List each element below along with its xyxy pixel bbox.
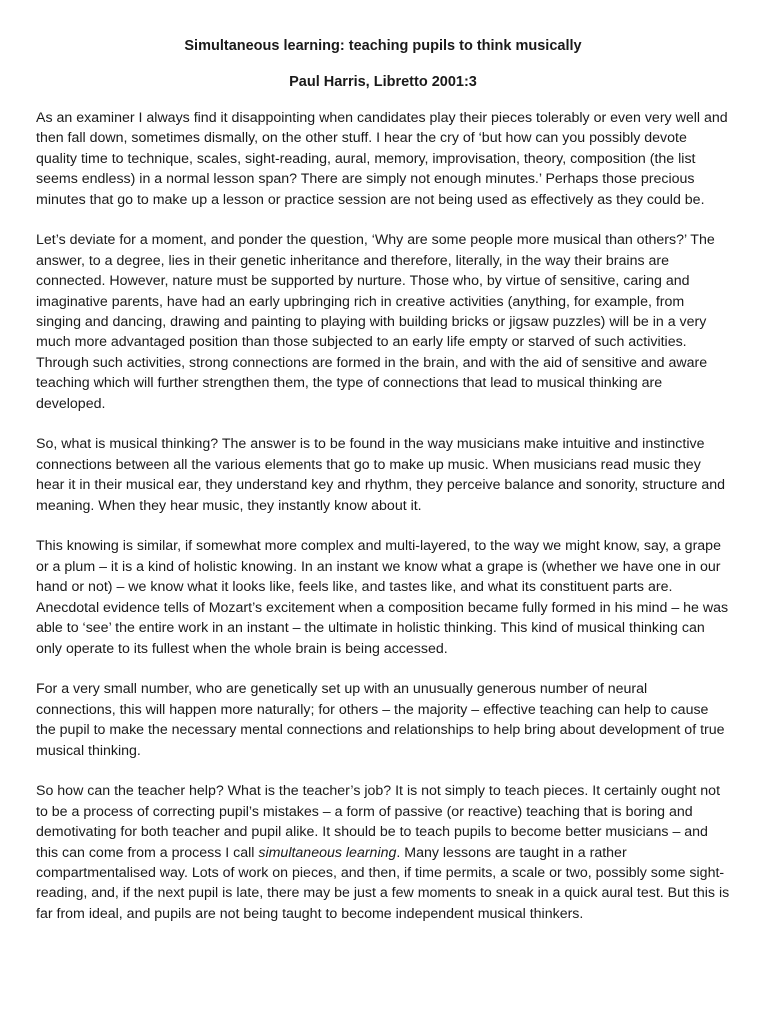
document-byline: Paul Harris, Libretto 2001:3 (289, 74, 477, 90)
paragraph-6-emphasis: simultaneous learning (258, 844, 397, 861)
paragraph-6 (36, 781, 730, 924)
paragraph-6-after: . Many lessons are taught in a rather compartmentalised way. Lots of work on pieces, and then, if time permits, a scale or two, possibly some sight-reading, and, if the next pupil is late, there may be just a few moments to sneak in a quick aural test. But this is far from ideal, and pupils are not being taught to become independent musical thinkers. (36, 844, 730, 922)
paragraph-4: This knowing is similar, if somewhat more complex and multi-layered, to the way we might know, say, a grape or a plum – it is a kind of holistic knowing. In an instant we know what a grape is (whether we have one in our hand or not) – we know what it looks like, feels like, and tastes like, and what its constituent parts are. Anecdotal evidence tells of Mozart’s excitement when a composition became fully formed in his mind – he was able to ‘see’ the entire work in an instant – the ultimate in holistic thinking. This kind of musical thinking can only operate to its fullest when the whole brain is being accessed. (36, 538, 729, 657)
paragraph-6-before: So how can the teacher help? What is the teacher’s job? It is not simply to teach pieces. It certainly ought not to be a process of correcting pupil’s mistakes – a form of passive (or reactive) teaching that is boring and demotivating for both teacher and pupil alike. It should be to teach pupils to become better musicians – and this can come from a process I call (36, 783, 721, 861)
paragraph-1: As an examiner I always find it disappointing when candidates play their pieces tolerably or even very well and then fall down, sometimes dismally, on the other stuff. I hear the cry of ‘but how can you possibly devote quality time to technique, scales, sight-reading, aural, memory, improvisation, theory, composition (the list seems endless) in a normal lesson span? There are simply not enough minutes.’ Perhaps those precious minutes that go to make up a lesson or practice session are not being used as effectively as they could be. (36, 110, 728, 208)
paragraph-5: For a very small number, who are genetically set up with an unusually generous number of neural connections, this will happen more naturally; for others – the majority – effective teaching can help to cause the pupil to make the necessary mental connections and relationships to help bring about development of true musical thinking. (36, 681, 725, 759)
paragraph-2: Let’s deviate for a moment, and ponder the question, ‘Why are some people more musical than others?’ The answer, to a degree, lies in their genetic inheritance and therefore, literally, in the way their brains are connected. However, nature must be supported by nurture. Those who, by virtue of sensitive, caring and imaginative parents, have had an early upbringing rich in creative activities (anything, for example, from singing and dancing, drawing and painting to playing with building bricks or jigsaw puzzles) will be in a very much more advantaged position than those subjected to an early life empty or starved of such activities. Through such activities, strong connections are formed in the brain, and with the aid of sensitive and aware teaching which will further strengthen them, the type of connections that lead to musical thinking are developed. (36, 232, 715, 412)
document-page (36, 36, 730, 945)
document-title: Simultaneous learning: teaching pupils to think musically (184, 38, 582, 54)
paragraph-3: So, what is musical thinking? The answer is to be found in the way musicians make intuitive and instinctive connections between all the various elements that go to make up music. When musicians read music they hear it in their musical ear, they understand key and rhythm, they perceive balance and sonority, structure and meaning. When they hear music, they instantly know about it. (36, 436, 725, 514)
